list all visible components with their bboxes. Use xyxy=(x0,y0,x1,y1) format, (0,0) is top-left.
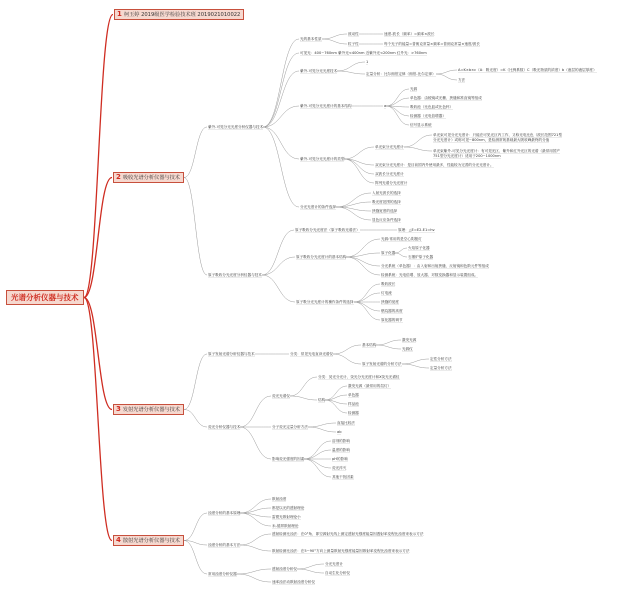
node-aas-principle: 原子吸收分光光度法（原子吸收光谱法） xyxy=(295,228,360,232)
node-aas-condition-1: 吸收波长 xyxy=(381,282,396,286)
branch-label: 柯玉婷 2019级医学检验技术班 2019021010022 xyxy=(123,12,241,18)
connector-line xyxy=(290,396,317,400)
connector-line xyxy=(304,441,331,459)
connector-line xyxy=(322,34,347,39)
node-aes-structure: 基本结构 xyxy=(362,343,377,347)
connector-line xyxy=(346,239,380,257)
connector-line xyxy=(84,15,113,298)
node-single-beam-detail-1: 单光束可见分光光度计：只能在可见光区内工作，又称光电比色（波长范围721型 xyxy=(433,133,563,137)
node-single-beam-detail-3: 单光束紫外-可见分光光度计：有可见光区、紫外和红外光区的光谱（最常用国产 xyxy=(433,149,561,153)
connector-line xyxy=(262,230,294,275)
node-diode-array: 阵列光谱分光光度计 xyxy=(375,181,408,185)
branch-number: 4 xyxy=(116,536,121,544)
branch-4-scattering xyxy=(113,535,184,546)
node-aas-condition-4: 燃烧器的高度 xyxy=(381,309,403,313)
node-quantitative: 定量分析方法 xyxy=(430,366,452,370)
connector-line xyxy=(304,450,331,459)
node-graphite-atomizer: 石墨炉原子化器 xyxy=(408,255,434,259)
connector-line xyxy=(404,147,432,151)
node-aas-condition-3: 狭缝的宽度 xyxy=(381,300,399,304)
node-condition-4: 显色反应条件选择 xyxy=(372,218,401,222)
connector-line xyxy=(337,71,365,74)
node-monochromator: 单色器：由棱镜或光栅、狭缝和准直镜等组成 xyxy=(410,96,482,100)
node-aas-principle-detail: 原理：△E=E2-E1=hν xyxy=(398,228,435,232)
connector-line xyxy=(308,423,336,427)
node-light-properties: 光的基本性质 xyxy=(300,37,322,41)
node-light-source: 光源 xyxy=(410,87,418,91)
branch-label: 吸收光谱分析仪器与技术 xyxy=(122,175,180,181)
node-auto-analyzer: 自动生化分析仪 xyxy=(325,571,351,575)
node-aes-methods: 原子发射光谱的分析方法 xyxy=(362,362,402,366)
branch-number: 1 xyxy=(117,10,122,18)
node-turbidity-3: 雷锲光散射理论小 xyxy=(272,515,301,519)
node-fl-factors: 影响荧光强度的因素 xyxy=(272,457,305,461)
connector-line xyxy=(336,202,371,207)
node-uv-vis: 紫外-可见分光光度分析仪器与技术 xyxy=(208,125,264,129)
node-turbidity-4: 米-德拜散射理论 xyxy=(272,524,299,528)
connector-line xyxy=(237,569,271,574)
connector-line xyxy=(263,127,299,207)
node-wave: 波动性 xyxy=(348,32,359,36)
connector-line xyxy=(395,248,407,253)
node-conditions: 分光光度计的条件选择 xyxy=(300,205,336,209)
node-spectrometer: 光源仪 xyxy=(402,347,413,351)
node-beer-lambert: 定量分析：比尔朗伯定律（朗伯-比尔定律） xyxy=(366,72,436,76)
connector-line xyxy=(436,74,457,80)
connector-line xyxy=(263,71,299,127)
connector-line xyxy=(240,534,271,545)
node-spectrophotometer: 分光光度计 xyxy=(325,562,343,566)
connector-line xyxy=(184,178,207,276)
connector-line xyxy=(354,284,380,302)
node-aas-structure: 原子吸收分光光度计的基本结构 xyxy=(296,255,347,259)
connector-line xyxy=(308,427,336,432)
node-detector: 检测器（光电倍增器） xyxy=(410,114,446,118)
connector-line xyxy=(263,39,299,127)
node-fl-source: 激发光源（最常用的氙灯） xyxy=(348,384,392,388)
node-ph-effect: pH的影响 xyxy=(332,457,348,461)
branch-number: 2 xyxy=(116,173,121,181)
connector-line xyxy=(262,275,295,302)
node-turbidity-instruments: 常用浊度分析仪器 xyxy=(208,572,237,576)
node-aes: 原子发射光谱分析仪器与技术 xyxy=(208,352,255,356)
branch-3-emission xyxy=(113,404,184,415)
node-fluorometer: 荧光光谱仪 xyxy=(272,394,290,398)
node-aes-classification: 分类：常见光电直读光谱仪 xyxy=(290,352,334,356)
node-solvent-effect: 溶剂的影响 xyxy=(332,439,350,443)
connector-line xyxy=(184,410,207,428)
node-marker-i: 1 xyxy=(366,60,369,64)
node-wave-detail: 速度-波长（频率）=频率×波长 xyxy=(384,32,435,36)
node-condition-2: 吸光度范围的选择 xyxy=(372,200,401,204)
node-single-beam-detail-4: 751型分光光度计）适用于200~1000nm xyxy=(433,154,501,158)
branch-label: 散射光谱分析仪器与技术 xyxy=(122,538,180,544)
node-condition-1: 入射光波长的选择 xyxy=(372,191,401,195)
node-aas-monochromator: 分光系统（单色器）：由入射和出射狭缝、反射镜和色散元件等组成 xyxy=(381,264,489,268)
node-fl-detector: 检测器 xyxy=(348,411,359,415)
node-turbidity-1: 散射浊度 xyxy=(272,497,287,501)
branch-number: 3 xyxy=(116,405,121,413)
node-uv-technique: 紫外-可见分光光度技术 xyxy=(300,69,338,73)
node-aas-conditions: 原子吸分光光度计的操作条件的选择 xyxy=(296,300,354,304)
node-aas-condition-5: 原化器的调节 xyxy=(381,318,403,322)
node-particle-detail: 每个光子的能量=普朗克常量×频率=普朗克常量×速度/波长 xyxy=(384,42,480,46)
connector-line xyxy=(333,345,361,354)
connector-line xyxy=(240,499,271,513)
node-ab: ab xyxy=(337,430,342,434)
node-cuvette: 吸收池（比色皿或比色杯） xyxy=(410,105,454,109)
connector-line xyxy=(263,127,299,159)
node-dual-wavelength: 双波长分光光度计 xyxy=(375,172,404,176)
connector-line xyxy=(240,545,271,551)
branch-1-author xyxy=(114,9,244,20)
connector-line xyxy=(262,257,295,275)
connector-line xyxy=(84,178,112,298)
connector-line xyxy=(386,106,409,116)
connector-line xyxy=(376,340,401,345)
connector-line xyxy=(322,39,347,44)
node-aas-lamp: 光源:常用的是空心阴极灯 xyxy=(381,237,422,241)
connector-line xyxy=(346,257,380,275)
node-transmission-method: 透射检测比浊法：在0°角、即空源射光线上测定透射光强度能量因透射率变程比浊度来表示方法 xyxy=(272,532,424,536)
node-structure: 紫外-可见分光光度计的基本结构 xyxy=(300,104,352,108)
branch-2-absorption xyxy=(113,172,184,183)
connector-line xyxy=(354,302,380,320)
connector-line xyxy=(237,574,271,582)
connector-line xyxy=(184,541,207,546)
node-aas: 原子吸收分光光度分析仪器与技术 xyxy=(208,273,262,277)
connector-line xyxy=(386,89,409,106)
connector-line xyxy=(436,70,457,74)
connector-line xyxy=(386,98,409,106)
node-method: 方法 xyxy=(458,78,466,82)
connector-line xyxy=(354,302,380,311)
node-transmission-analyzer: 透射浊度分析仪 xyxy=(272,567,298,571)
node-fl-quantitative: 分子荧光定量分析方法 xyxy=(272,425,308,429)
node-turbidity-2: 都是以光的透射理论 xyxy=(272,506,305,510)
node-particle: 粒子性 xyxy=(348,42,359,46)
node-qualitative: 定性分析方法 xyxy=(430,357,452,361)
node-other-interference: 其他干扰因素 xyxy=(332,475,354,479)
node-fl-structure: 结构 xyxy=(318,398,326,402)
connector-line xyxy=(184,541,207,575)
connector-line xyxy=(297,564,324,569)
node-turbidity-principle: 浊度分析的基本原理 xyxy=(208,511,241,515)
connector-line xyxy=(404,135,432,147)
node-excitation-source: 激发光源 xyxy=(402,338,417,342)
connector-line xyxy=(290,377,317,396)
node-temperature-effect: 温度的影响 xyxy=(332,448,350,452)
connector-line xyxy=(263,53,299,127)
node-condition-3: 狭缝宽度的选择 xyxy=(372,209,398,213)
connector-line xyxy=(84,298,112,541)
node-single-beam-detail-2: 分光光度计）或称可见~800nm，是检测常规基础最大吸收峰最终的分值 xyxy=(433,138,550,142)
connector-line xyxy=(344,159,374,174)
node-fluorometer-classification: 分类：荧光分光计、荧光分光光度计和X荧光光谱仪 xyxy=(318,375,400,379)
node-fl-monochromator: 单色器 xyxy=(348,393,359,397)
connector-line xyxy=(240,396,271,427)
connector-line xyxy=(354,293,380,302)
connector-line xyxy=(304,459,331,468)
node-signal-display: 信号显示系统 xyxy=(410,123,432,127)
connector-line xyxy=(240,508,271,513)
node-single-beam: 单光束分光光度计 xyxy=(375,145,404,149)
node-turbidity-methods: 浊度分析的基本方法 xyxy=(208,543,241,547)
node-beer-lambert-detail: A=K×b×c（A：吸光度）=K（比例系数）C（吸光物质的浓度）b（液层的液层厚度） xyxy=(458,68,597,72)
connector-line xyxy=(184,513,207,541)
root-node: 光谱分析仪器与技术 xyxy=(6,290,84,305)
connector-line xyxy=(84,298,112,410)
connector-line xyxy=(336,193,371,207)
node-types: 紫外-可见分光光度计的类型 xyxy=(300,157,345,161)
connector-line xyxy=(304,459,331,477)
node-flame-atomizer: 火焰原子化器 xyxy=(408,246,430,250)
node-scattering-method: 散射检测比浊法：在5~90°方向上测量散射光强度能量因散射率变程比浊度来表示方法 xyxy=(272,549,410,553)
connector-line xyxy=(344,159,374,183)
connector-line xyxy=(337,62,365,71)
connector-line xyxy=(297,569,324,573)
node-aas-detection: 检测系统：光电倍增、放大器、对数变换器和显示装置组成。 xyxy=(381,273,479,277)
node-fl-sample-cell: 样品池 xyxy=(348,402,359,406)
connector-line xyxy=(344,147,374,159)
connector-line xyxy=(395,253,407,257)
node-structure-marker: a xyxy=(384,104,387,108)
node-fluorescence: 荧光分析仪器与技术 xyxy=(208,425,241,429)
node-direct-comparison: 直接比较法 xyxy=(337,421,355,425)
node-atomizer: 原子化器 xyxy=(381,251,396,255)
node-rate-scattering-analyzer: 速率浊法动散射浊度分析仪 xyxy=(272,580,316,584)
node-quenching: 荧光淬灭 xyxy=(332,466,347,470)
node-double-beam: 双光束分光光度计：是目前国内外使用最多，性能较为完善的分光光度计。 xyxy=(375,163,494,167)
node-visible-light: 可见光：400~760nm 紫外光<400nm 近紫外光<200nm 红外光：>760nm xyxy=(300,51,427,55)
connector-line xyxy=(402,364,429,368)
connector-line xyxy=(184,127,207,178)
connector-line xyxy=(346,257,380,266)
connector-line xyxy=(240,427,271,459)
connector-line xyxy=(376,345,401,349)
connector-line xyxy=(402,359,429,364)
connector-line xyxy=(325,386,347,400)
branch-label: 发射光谱分析仪器与技术 xyxy=(122,407,180,413)
node-aas-condition-2: 灯电流 xyxy=(381,291,392,295)
connector-line xyxy=(184,354,207,410)
connector-line xyxy=(333,354,361,364)
